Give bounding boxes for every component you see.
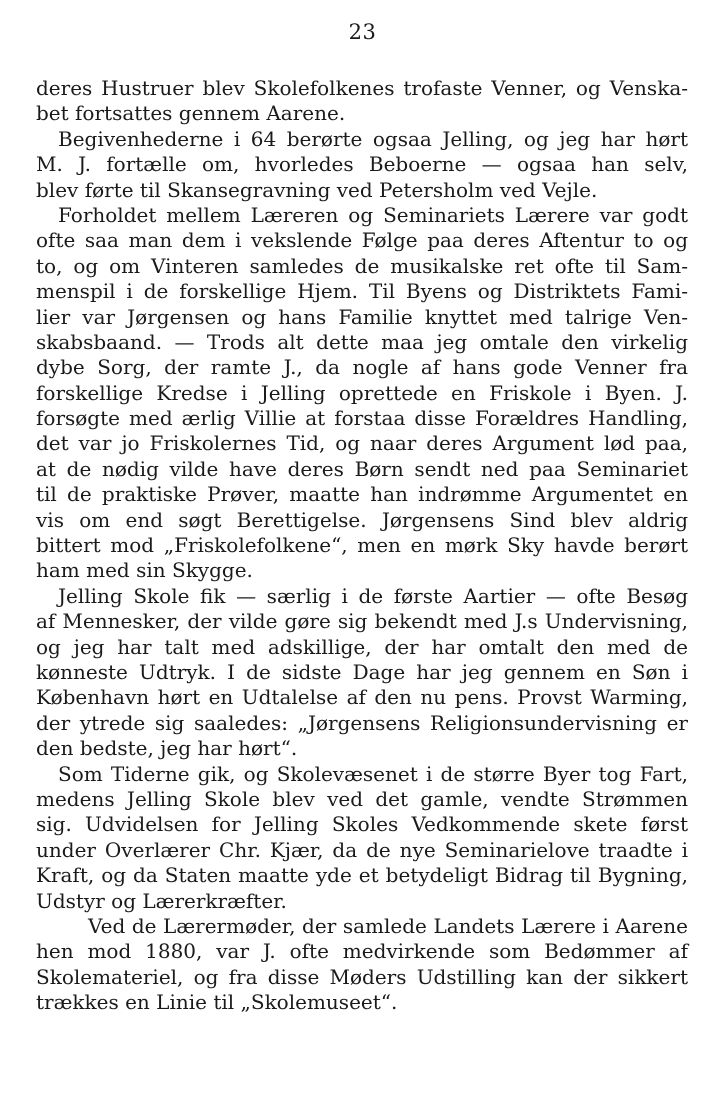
text-line: Udstyr og Lærerkræfter. (36, 888, 287, 913)
text-line: vis om end søgt Berettigelse. Jørgensens Sind blev aldrig (36, 507, 688, 532)
text-line: og jeg har talt med adskillige, der har omtalt den med de (36, 634, 688, 659)
text-line: M. J. fortælle om, hvorledes Beboerne — ogsaa han selv, (36, 152, 688, 177)
text-line: lier var Jørgensen og hans Familie knyttet med talrige Ven- (36, 304, 688, 329)
text-line: København hørt en Udtalelse af den nu pens. Provst Warming, (36, 685, 688, 710)
text-line: medens Jelling Skole blev ved det gamle, vendte Strømmen (36, 786, 688, 811)
text-line: den bedste, jeg har hørt“. (36, 736, 298, 761)
text-line: sig. Udvidelsen for Jelling Skoles Vedkommende skete først (36, 812, 688, 837)
text-line: ofte saa man dem i vekslende Følge paa deres Aftentur to og (36, 228, 688, 253)
text-line: forsøgte med ærlig Villie at forstaa disse Forældres Handling, (36, 406, 688, 431)
text-line: to, og om Vinteren samledes de musikalske ret ofte til Sam- (36, 253, 688, 278)
text-line: under Overlærer Chr. Kjær, da de nye Seminarielove traadte i (36, 837, 688, 862)
text-line: Som Tiderne gik, og Skolevæsenet i de større Byer tog Fart, (58, 761, 688, 786)
text-line: dybe Sorg, der ramte J., da nogle af hans gode Venner fra (36, 355, 688, 380)
text-line: bet fortsattes gennem Aarene. (36, 101, 346, 126)
body-text (36, 76, 688, 1015)
text-line: Ved de Lærermøder, der samlede Landets Lærere i Aarene (88, 913, 688, 938)
text-line: kønneste Udtryk. I de sidste Dage har jeg gennem en Søn i (36, 659, 688, 684)
text-line: trækkes en Linie til „Skolemuseet“. (36, 990, 398, 1015)
text-line: bittert mod „Friskolefolkene“, men en mørk Sky havde berørt (36, 533, 688, 558)
text-line: hen mod 1880, var J. ofte medvirkende som Bedømmer af (36, 939, 688, 964)
text-line: til de praktiske Prøver, maatte han indrømme Argumentet en (36, 482, 688, 507)
text-line: Skolemateriel, og fra disse Møders Udstilling kan der sikkert (36, 964, 688, 989)
text-line: ham med sin Skygge. (36, 558, 253, 583)
text-line: Forholdet mellem Læreren og Seminariets Lærere var godt (58, 202, 688, 227)
text-line: menspil i de forskellige Hjem. Til Byens og Distriktets Fami- (36, 279, 688, 304)
text-line: af Mennesker, der vilde gøre sig bekendt med J.s Undervisning, (36, 609, 688, 634)
page-number: 23 (348, 20, 377, 44)
text-line: det var jo Friskolernes Tid, og naar deres Argument lød paa, (36, 431, 688, 456)
text-line: deres Hustruer blev Skolefolkenes trofaste Venner, og Venska- (36, 76, 688, 100)
text-line: Begivenhederne i 64 berørte ogsaa Jelling, og jeg har hørt (58, 126, 688, 151)
text-line: skabsbaand. — Trods alt dette maa jeg omtale den virkelig (36, 329, 688, 354)
text-line: blev førte til Skansegravning ved Petersholm ved Vejle. (36, 177, 598, 202)
text-line: at de nødig vilde have deres Børn sendt ned paa Seminariet (36, 456, 688, 481)
text-line: Jelling Skole fik — særlig i de første Aartier — ofte Besøg (58, 583, 688, 608)
text-line: Kraft, og da Staten maatte yde et betydeligt Bidrag til Bygning, (36, 863, 688, 888)
text-line: forskellige Kredse i Jelling oprettede en Friskole i Byen. J. (36, 380, 688, 405)
text-line: der ytrede sig saaledes: „Jørgensens Religionsundervisning er (36, 710, 688, 735)
